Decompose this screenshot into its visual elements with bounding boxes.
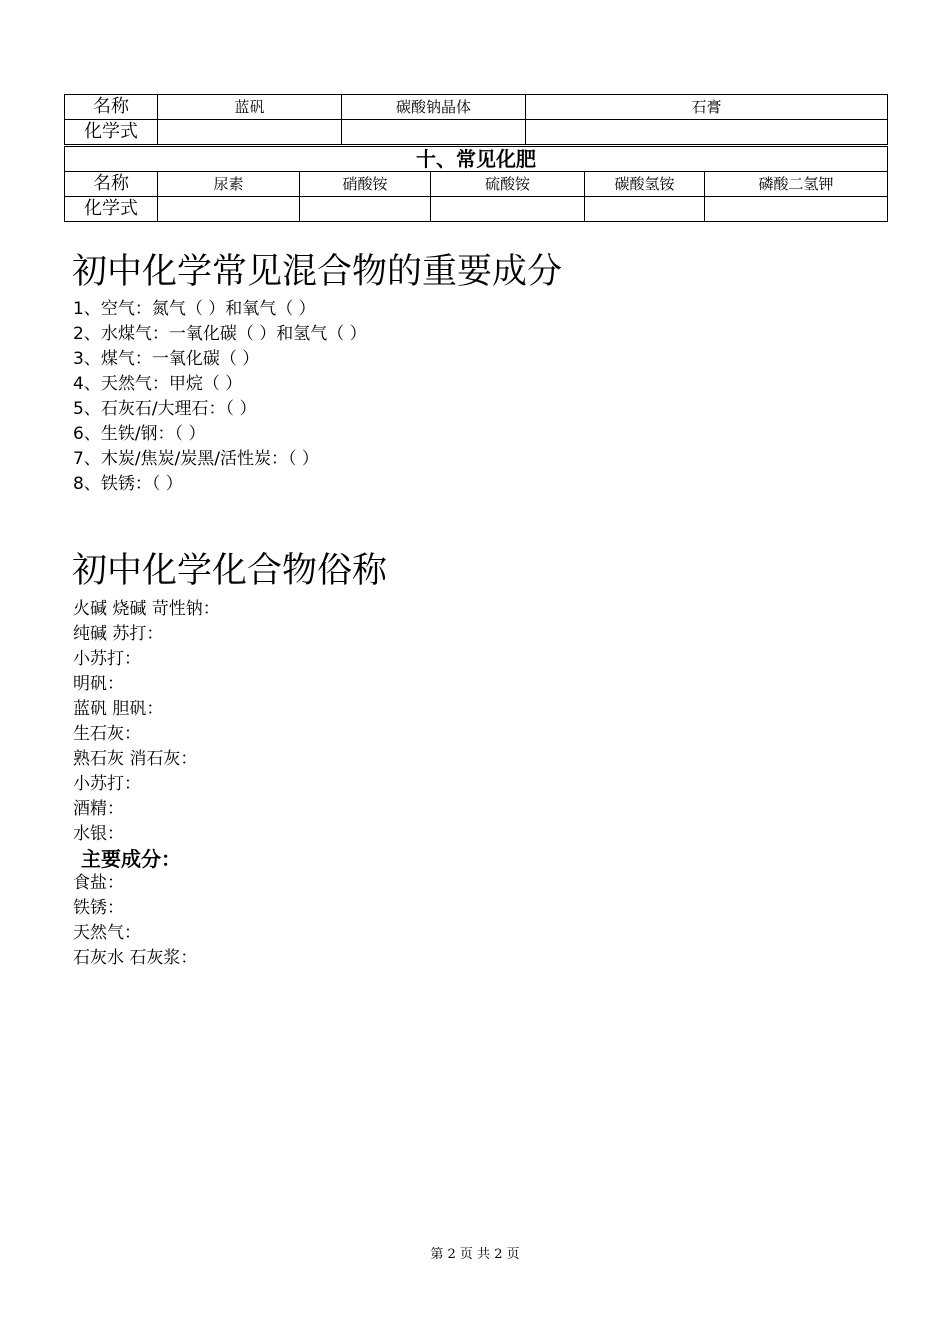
table-cell — [526, 120, 888, 145]
main-components-subheading: 主要成分： — [81, 847, 181, 871]
list-item: 蓝矾 胆矾： — [73, 699, 164, 719]
list-item: 天然气： — [73, 923, 141, 943]
list-item: 8、铁锈：（ ） — [73, 474, 183, 494]
list-item: 生石灰： — [73, 724, 141, 744]
mixtures-heading: 初中化学常见混合物的重要成分 — [72, 252, 563, 292]
row-header-formula: 化学式 — [65, 120, 158, 145]
table-cell: 石膏 — [526, 95, 888, 120]
list-item: 食盐： — [73, 873, 124, 893]
list-item: 3、煤气：一氧化碳（ ） — [73, 349, 260, 369]
list-item: 6、生铁/钢：（ ） — [73, 424, 206, 444]
row-header-formula: 化学式 — [65, 197, 158, 222]
list-item: 1、空气：氮气（ ）和氧气（ ） — [73, 299, 316, 319]
table-cell — [342, 120, 526, 145]
table-cell: 碳酸氢铵 — [585, 172, 705, 197]
table-cell: 硝酸铵 — [300, 172, 431, 197]
list-item: 火碱 烧碱 苛性钠： — [73, 599, 220, 619]
table-cell — [705, 197, 888, 222]
list-item: 5、石灰石/大理石：（ ） — [73, 399, 257, 419]
aliases-list — [73, 597, 220, 847]
table-row — [65, 172, 888, 197]
table-cell — [300, 197, 431, 222]
list-item: 小苏打： — [73, 649, 141, 669]
row-header-name: 名称 — [65, 172, 158, 197]
list-item: 石灰水 石灰浆： — [73, 948, 198, 968]
table-cell: 尿素 — [158, 172, 300, 197]
section-title: 十、常见化肥 — [65, 147, 888, 172]
table-cell — [158, 120, 342, 145]
list-item: 铁锈： — [73, 898, 124, 918]
page-footer: 第 2 页 共 2 页 — [430, 1247, 520, 1262]
table-cell: 磷酸二氢钾 — [705, 172, 888, 197]
mixtures-list — [73, 297, 367, 497]
list-item: 熟石灰 消石灰： — [73, 749, 198, 769]
table-row — [65, 147, 888, 172]
table-cell — [158, 197, 300, 222]
table-cell: 蓝矾 — [158, 95, 342, 120]
list-item: 7、木炭/焦炭/炭黑/活性炭：（ ） — [73, 449, 319, 469]
list-item: 小苏打： — [73, 774, 141, 794]
table-row — [65, 120, 888, 145]
table-cell — [585, 197, 705, 222]
list-item: 4、天然气：甲烷（ ） — [73, 374, 243, 394]
table-row — [65, 197, 888, 222]
list-item: 明矾： — [73, 674, 124, 694]
aliases-heading: 初中化学化合物俗称 — [72, 551, 388, 591]
list-item: 酒精： — [73, 799, 124, 819]
list-item: 2、水煤气：一氧化碳（ ）和氢气（ ） — [73, 324, 367, 344]
minerals-table — [64, 94, 888, 145]
table-cell: 硫酸铵 — [431, 172, 585, 197]
table-row — [65, 95, 888, 120]
fertilizers-table — [64, 146, 888, 222]
table-cell: 碳酸钠晶体 — [342, 95, 526, 120]
list-item: 纯碱 苏打： — [73, 624, 164, 644]
table-cell — [431, 197, 585, 222]
main-components-list — [73, 871, 197, 971]
list-item: 水银： — [73, 824, 124, 844]
row-header-name: 名称 — [65, 95, 158, 120]
